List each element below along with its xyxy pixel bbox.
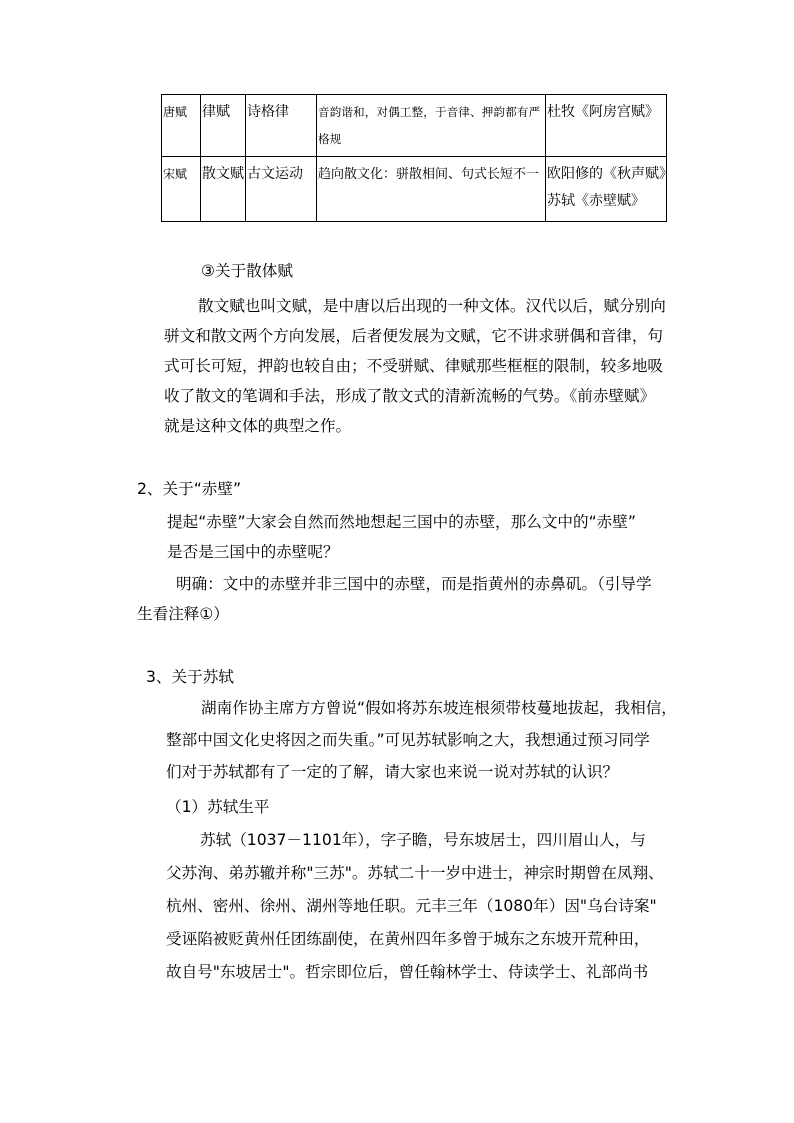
paragraph-line: 父苏洵、弟苏辙并称"三苏"。苏轼二十一岁中进士，神宗时期曾在凤翔、 [166,864,664,882]
paragraph-line: 提起“赤壁”大家会自然而然地想起三国中的赤壁，那么文中的“赤壁” [167,513,636,531]
fu-genre-table [161,94,667,222]
table-cell-era: 宋赋 [162,157,201,222]
section-heading-sushi: 3、关于苏轼 [146,668,234,686]
paragraph-line: 湖南作协主席方方曾说“假如将苏东坡连根须带枝蔓地拔起，我相信， [201,699,677,717]
subheading-sanwen-fu: ③关于散体赋 [201,262,293,280]
paragraph-line: 受诬陷被贬黄州任团练副使，在黄州四年多曾于城东之东坡开荒种田， [166,930,650,948]
paragraph-line: 苏轼（1037－1101年），字子瞻，号东坡居士，四川眉山人，与 [200,831,646,849]
table-cell-type: 散文赋 [201,157,246,222]
table-cell-work: 杜牧《阿房宫赋》 [546,95,667,157]
table-cell-type: 律赋 [201,95,246,157]
table-cell-origin: 诗格律 [246,95,317,157]
table-row [162,95,667,157]
table-cell-era: 唐赋 [162,95,201,157]
table-cell-feature: 音韵谐和，对偶工整，于音律、押韵都有严格规 [317,95,546,157]
paragraph-line: 们对于苏轼都有了一定的了解，请大家也来说一说对苏轼的认识？ [166,763,619,781]
table-cell-work: 欧阳修的《秋声赋》苏轼《赤壁赋》 [546,157,667,222]
paragraph-line: 式可长可短，押韵也较自由；不受骈赋、律赋那些框框的限制，较多地吸 [164,357,664,375]
paragraph-line: 杭州、密州、徐州、湖州等地任职。元丰三年（1080年）因"乌台诗案" [166,897,657,915]
subheading-sushi-life: （1）苏轼生平 [166,798,270,816]
paragraph-line: 明确：文中的赤壁并非三国中的赤壁，而是指黄州的赤鼻矶。（引导学 [176,575,652,593]
paragraph-line: 整部中国文化史将因之而失重。”可见苏轼影响之大，我想通过预习同学 [166,731,650,749]
paragraph-line: 故自号"东坡居士"。哲宗即位后，曾任翰林学士、侍读学士、礼部尚书 [166,963,649,981]
paragraph-line: 是否是三国中的赤壁呢？ [167,543,339,561]
paragraph-line: 收了散文的笔调和手法，形成了散文式的清新流畅的气势。《前赤壁赋》 [164,387,656,405]
paragraph-line: 骈文和散文两个方向发展，后者便发展为文赋，它不讲求骈偶和音律，句 [164,327,664,345]
paragraph-line: 生看注释①） [137,605,229,623]
table-cell-origin: 古文运动 [246,157,317,222]
table-row [162,157,667,222]
table-cell-feature: 趋向散文化：骈散相间、句式长短不一 [317,157,546,222]
paragraph-line: 散文赋也叫文赋，是中唐以后出现的一种文体。汉代以后，赋分别向 [198,297,666,315]
section-heading-chibi: 2、关于“赤壁” [137,480,242,498]
paragraph-line: 就是这种文体的典型之作。 [164,417,352,435]
